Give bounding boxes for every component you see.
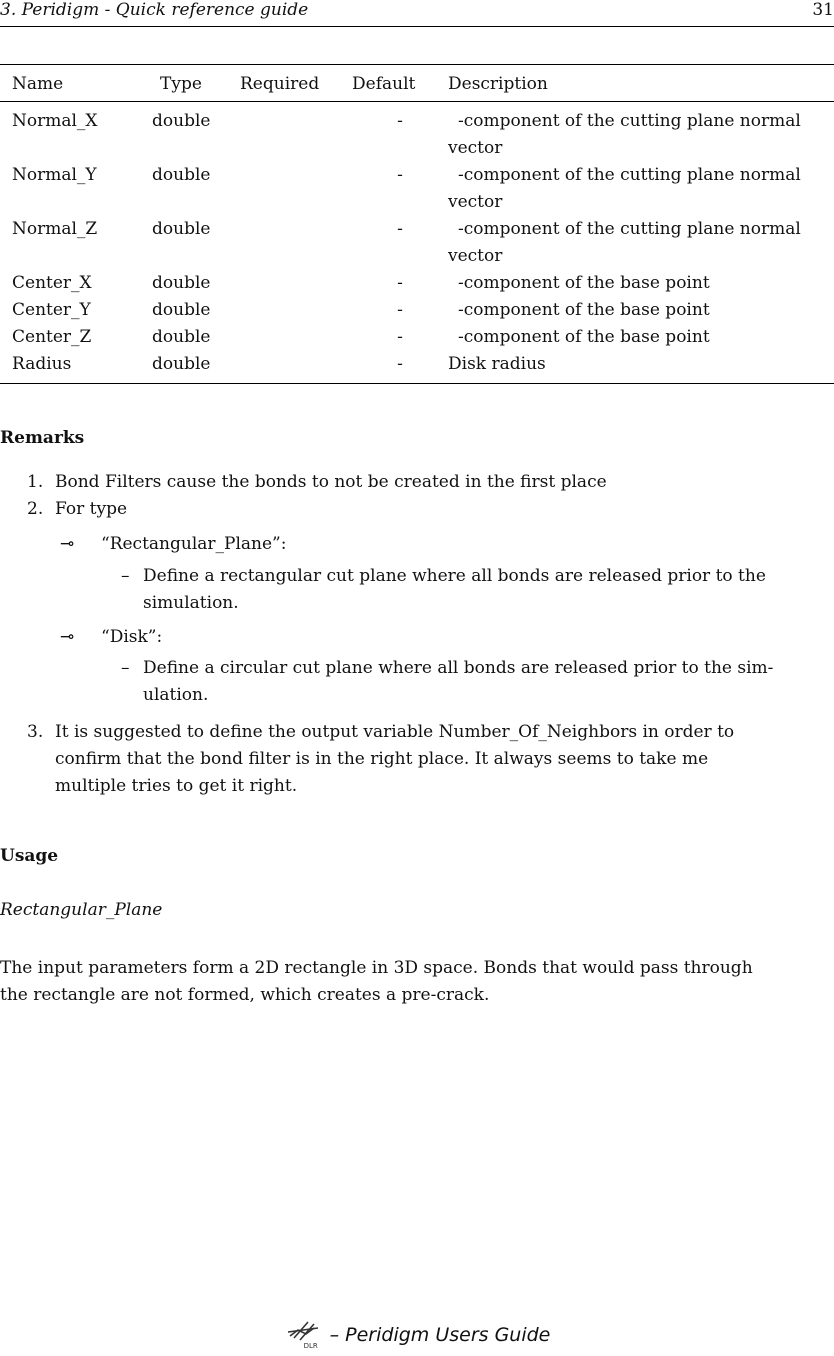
list-number: 1. — [27, 472, 44, 492]
sub-item-label: “Disk”: — [101, 627, 163, 647]
header-type: Type — [160, 74, 202, 94]
sub-item-text: ulation. — [143, 685, 209, 705]
param-description — [448, 162, 834, 216]
param-type: double — [152, 354, 211, 374]
param-description — [448, 102, 834, 163]
param-default: - — [397, 327, 403, 347]
list-number: 2. — [27, 499, 44, 519]
usage-paragraph-line: the rectangle are not formed, which creates a pre-crack. — [0, 985, 490, 1005]
remarks-heading: Remarks — [0, 428, 85, 448]
logo-label: DLR — [303, 1342, 318, 1350]
running-head — [0, 0, 834, 27]
list-number: 3. — [27, 722, 44, 742]
table-header-row — [0, 65, 834, 102]
usage-paragraph-line: The input parameters form a 2D rectangle in 3D space. Bonds that would pass through — [0, 958, 753, 978]
param-type: double — [152, 327, 211, 347]
usage-heading: Usage — [0, 846, 59, 866]
sub-item-text: Define a rectangular cut plane where all bonds are released prior to the — [143, 566, 766, 586]
table-row — [0, 216, 834, 270]
param-type: double — [152, 273, 211, 293]
param-default: - — [397, 300, 403, 320]
param-default: - — [397, 219, 403, 239]
list-item: It is suggested to define the output variable Number_Of_Neighbors in order to — [55, 722, 735, 742]
description-line: -component of the base point — [458, 300, 710, 320]
dash-icon: – — [121, 566, 130, 586]
description-line: -component of the base point — [458, 327, 710, 347]
param-description — [448, 351, 834, 384]
param-required — [240, 270, 352, 297]
header-default: Default — [352, 74, 416, 94]
dlr-logo-icon — [284, 1318, 324, 1352]
page-number: 31 — [812, 0, 834, 20]
header-required: Required — [240, 74, 320, 94]
param-type: double — [152, 219, 211, 239]
footer-text: – Peridigm Users Guide — [329, 1324, 551, 1346]
sub-item-text: Define a circular cut plane where all bonds are released prior to the sim- — [143, 658, 774, 678]
table-row — [0, 351, 834, 384]
param-description — [448, 270, 834, 297]
param-required — [240, 162, 352, 216]
list-item: multiple tries to get it right. — [55, 776, 298, 796]
table-row — [0, 270, 834, 297]
param-name: Normal_Y — [12, 165, 97, 185]
table-row — [0, 297, 834, 324]
param-name: Center_Y — [12, 300, 91, 320]
header-name: Name — [12, 74, 64, 94]
description-line: vector — [448, 246, 503, 266]
description-line: -component of the cutting plane normal — [458, 165, 801, 185]
param-name: Center_Z — [12, 327, 92, 347]
param-description — [448, 216, 834, 270]
table-row — [0, 324, 834, 351]
param-required — [240, 324, 352, 351]
param-name: Normal_Z — [12, 219, 98, 239]
parameter-table — [0, 64, 834, 384]
usage-subheading: Rectangular_Plane — [0, 900, 163, 920]
param-name: Center_X — [12, 273, 92, 293]
param-name: Normal_X — [12, 111, 98, 131]
list-item: For type — [55, 499, 128, 519]
description-line: -component of the cutting plane normal — [458, 111, 801, 131]
footer — [0, 1318, 834, 1356]
table-row — [0, 162, 834, 216]
list-item: confirm that the bond filter is in the right place. It always seems to take me — [55, 749, 709, 769]
bullet-icon: ⊸ — [60, 627, 75, 647]
param-default: - — [397, 273, 403, 293]
param-type: double — [152, 300, 211, 320]
param-required — [240, 297, 352, 324]
param-required — [240, 351, 352, 384]
param-required — [240, 216, 352, 270]
description-line: Disk radius — [448, 354, 546, 374]
header-description: Description — [448, 74, 548, 94]
list-item: Bond Filters cause the bonds to not be created in the first place — [55, 472, 607, 492]
remarks-list — [0, 469, 834, 809]
description-line: -component of the base point — [458, 273, 710, 293]
table-row — [0, 102, 834, 163]
param-type: double — [152, 165, 211, 185]
param-type: double — [152, 111, 211, 131]
param-description — [448, 324, 834, 351]
param-default: - — [397, 111, 403, 131]
bullet-icon: ⊸ — [60, 534, 75, 554]
param-required — [240, 102, 352, 163]
param-default: - — [397, 354, 403, 374]
sub-item-label: “Rectangular_Plane”: — [101, 534, 287, 554]
chapter-title: 3. Peridigm - Quick reference guide — [0, 0, 309, 20]
param-name: Radius — [12, 354, 72, 374]
description-line: -component of the cutting plane normal — [458, 219, 801, 239]
dash-icon: – — [121, 658, 130, 678]
description-line: vector — [448, 192, 503, 212]
param-description — [448, 297, 834, 324]
sub-item-text: simulation. — [143, 593, 239, 613]
description-line: vector — [448, 138, 503, 158]
param-default: - — [397, 165, 403, 185]
